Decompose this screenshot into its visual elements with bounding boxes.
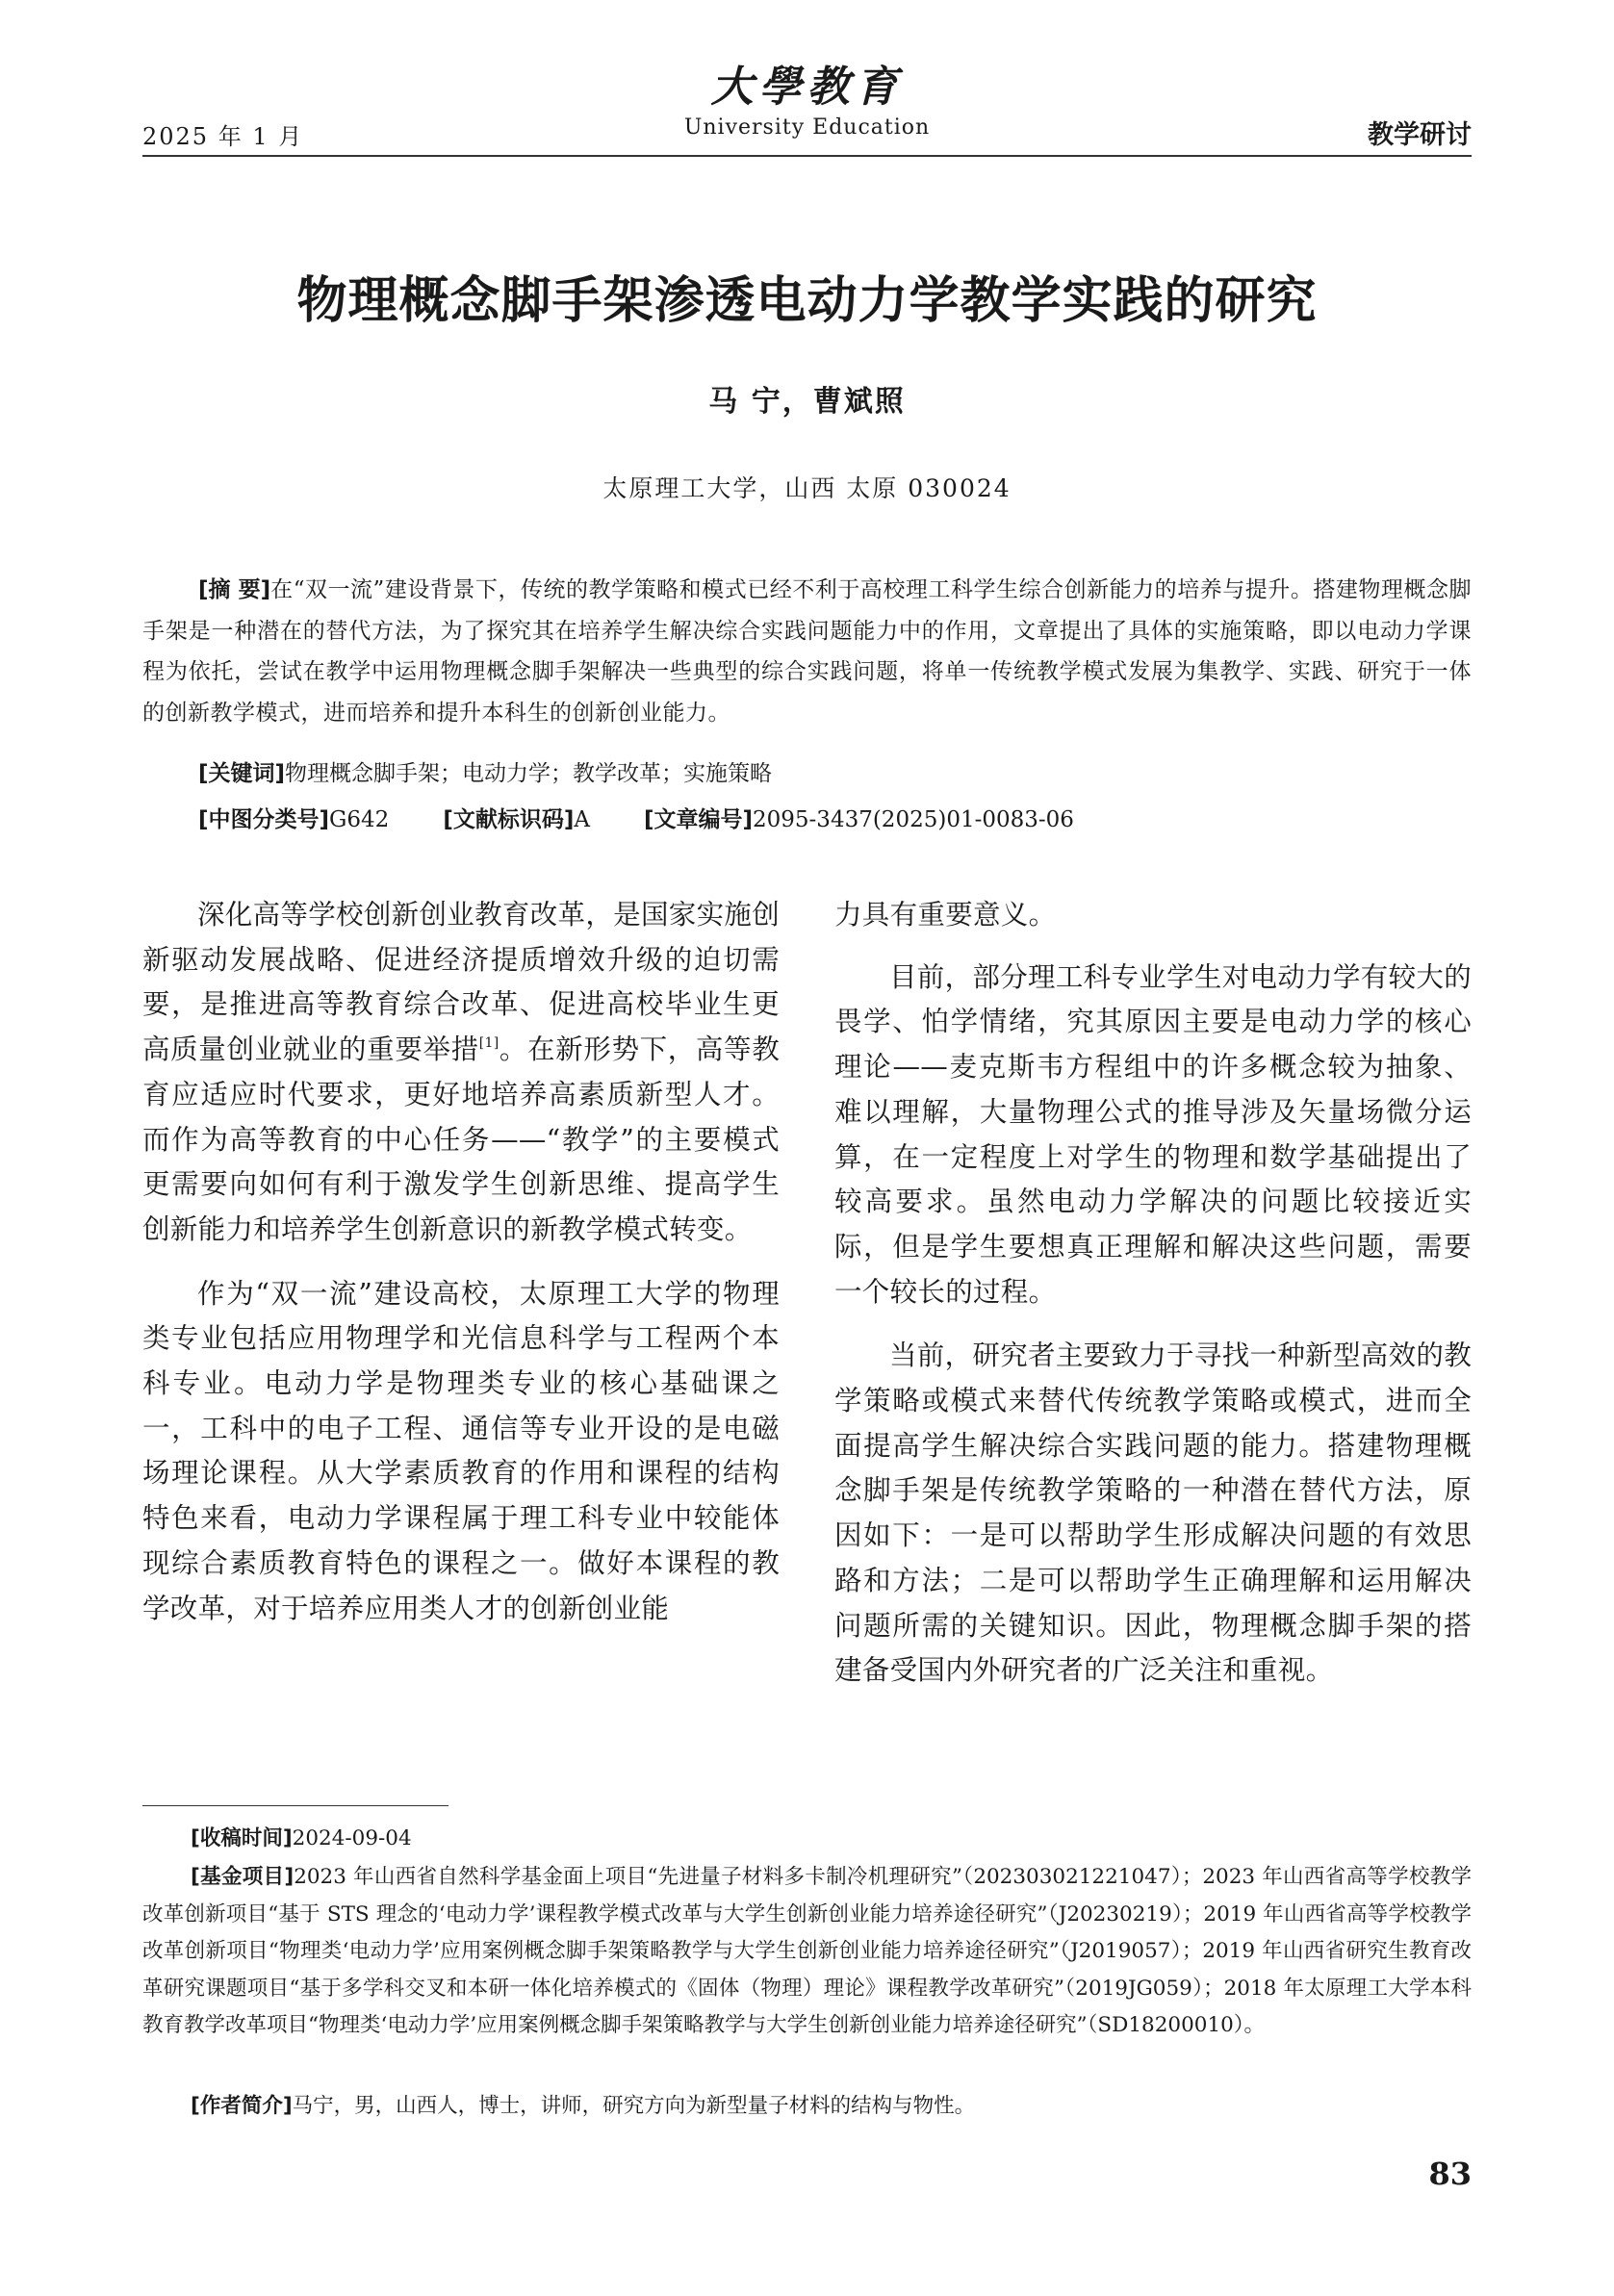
fund-label: [基金项目]: [191, 1865, 295, 1889]
abstract: [142, 570, 1472, 733]
abstract-label: [摘 要]: [198, 577, 271, 602]
citation-ref[interactable]: [1]: [478, 1035, 500, 1052]
column-name: 教学研讨: [1368, 120, 1472, 150]
article-title: 物理概念脚手架渗透电动力学教学实践的研究: [296, 272, 1318, 330]
page-header: [142, 58, 1472, 154]
body-paragraph: 当前，研究者主要致力于寻找一种新型高效的教学策略或模式来替代传统教学策略或模式，进而全面提高学生解决综合实践问题的能力。搭建物理概念脚手架是传统教学策略的一种潜在替代方法，原因如下：一是可以帮助学生形成解决问题的有效思路和方法；二是可以帮助学生正确理解和运用解决问题所需的关键知识。因此，物理概念脚手架的搭建备受国内外研究者的广泛关注和重视。: [834, 1339, 1472, 1687]
body-text: 深化高等学校创新创业教育改革，是国家实施创新驱动发展战略、促进经济提质增效升级的迫切需要，是推进高等教育综合改革、促进高校毕业生更高质量创业就业的重要举措: [142, 899, 780, 1066]
footnote-rule: [142, 1805, 448, 1806]
fund-text: 2023 年山西省自然科学基金面上项目“先进量子材料多卡制冷机理研究”（202303021221047）；2023 年山西省高等学校教学改革创新项目“基于 STS 理念的‘电动力学’课程教学模式改革与大学生创新创业能力培养途径研究”（J20230219）；2019 年山西省高等学校教学改革创新项目“物理类‘电动力学’应用案例概念脚手架策略教学与大学生创新创业能力培养途径研究”（J2019057）；2019 年山西省研究生教育改革研究课题项目“基于多学科交叉和本研一体化培养模式的《固体（物理）理论》课程教学改革研究”（2019JG059）；2018 年太原理工大学本科教育教学改革项目“物理类‘电动力学’应用案例概念脚手架策略教学与大学生创新创业能力培养途径研究”（SD18200010）。: [142, 1865, 1473, 2037]
abstract-text: 在“双一流”建设背景下，传统的教学策略和模式已经不利于高校理工科学生综合创新能力的培养与提升。搭建物理概念脚手架是一种潜在的替代方法，为了探究其在培养学生解决综合实践问题能力中的作用，文章提出了具体的实施策略，即以电动力学课程为依托，尝试在教学中运用物理概念脚手架解决一些典型的综合实践问题，将单一传统教学模式发展为集教学、实践、研究于一体的创新教学模式，进而培养和提升本科生的创新创业能力。: [142, 577, 1472, 726]
doc-code: A: [574, 807, 590, 832]
header-rule: [142, 155, 1472, 157]
body-paragraph: 作为“双一流”建设高校，太原理工大学的物理类专业包括应用物理学和光信息科学与工程两个本科专业。电动力学是物理类专业的核心基础课之一，工科中的电子工程、通信等专业开设的是电磁场理论课程。从大学素质教育的作用和课程的结构特色来看，电动力学课程属于理工科专业中较能体现综合素质教育特色的课程之一。做好本课程的教学改革，对于培养应用类人才的创新创业能: [142, 1277, 780, 1624]
footnote-received: [142, 1821, 1472, 1858]
body-paragraph: [142, 893, 780, 1253]
footnote-author: [142, 2088, 1472, 2126]
issue-date: 2025 年 1 月: [142, 123, 304, 150]
body-paragraph-continued: 力具有重要意义。: [834, 899, 1057, 931]
clc-label: [中图分类号]: [198, 807, 330, 832]
body-paragraph: 目前，部分理工科专业学生对电动力学有较大的畏学、怕学情绪，究其原因主要是电动力学的核心理论——麦克斯韦方程组中的许多概念较为抽象、难以理解，大量物理公式的推导涉及矢量场微分运算，在一定程度上对学生的物理和数学基础提出了较高要求。虽然电动力学解决的问题比较接近实际，但是学生要想真正理解和解决这些问题，需要一个较长的过程。: [834, 960, 1472, 1308]
received-date: 2024-09-04: [292, 1826, 412, 1850]
article-authors: 马 宁，曹斌照: [708, 385, 906, 419]
doc-code-label: [文献标识码]: [443, 807, 575, 832]
author-affiliation: 太原理工大学，山西 太原 030024: [602, 474, 1012, 502]
keywords-text: 物理概念脚手架；电动力学；教学改革；实施策略: [285, 761, 773, 786]
body-column-left: [142, 893, 780, 1631]
clc-code: G642: [329, 807, 390, 832]
author-bio-label: [作者简介]: [191, 2094, 293, 2118]
received-label: [收稿时间]: [191, 1826, 293, 1850]
body-text: 。在新形势下，高等教育应适应时代要求，更好地培养高素质新型人才。而作为高等教育的中心任务——“教学”的主要模式更需要向如何有利于激发学生创新思维、提高学生创新能力和培养学生创新意识的新教学模式转变。: [142, 1033, 780, 1245]
journal-english-name: University Education: [683, 115, 931, 140]
article-number: 2095-3437(2025)01-0083-06: [753, 807, 1074, 832]
author-bio-text: 马宁，男，山西人，博士，讲师，研究方向为新型量子材料的结构与物性。: [292, 2094, 976, 2118]
journal-logo: 大學教育: [710, 63, 904, 112]
keywords-label: [关键词]: [198, 761, 286, 786]
footnote-funding: [142, 1859, 1472, 2045]
body-column-right: [834, 893, 1472, 1694]
classification-line: [198, 802, 1074, 833]
keywords: [198, 755, 772, 787]
page-number: 83: [1428, 2156, 1472, 2192]
article-number-label: [文章编号]: [643, 807, 753, 832]
